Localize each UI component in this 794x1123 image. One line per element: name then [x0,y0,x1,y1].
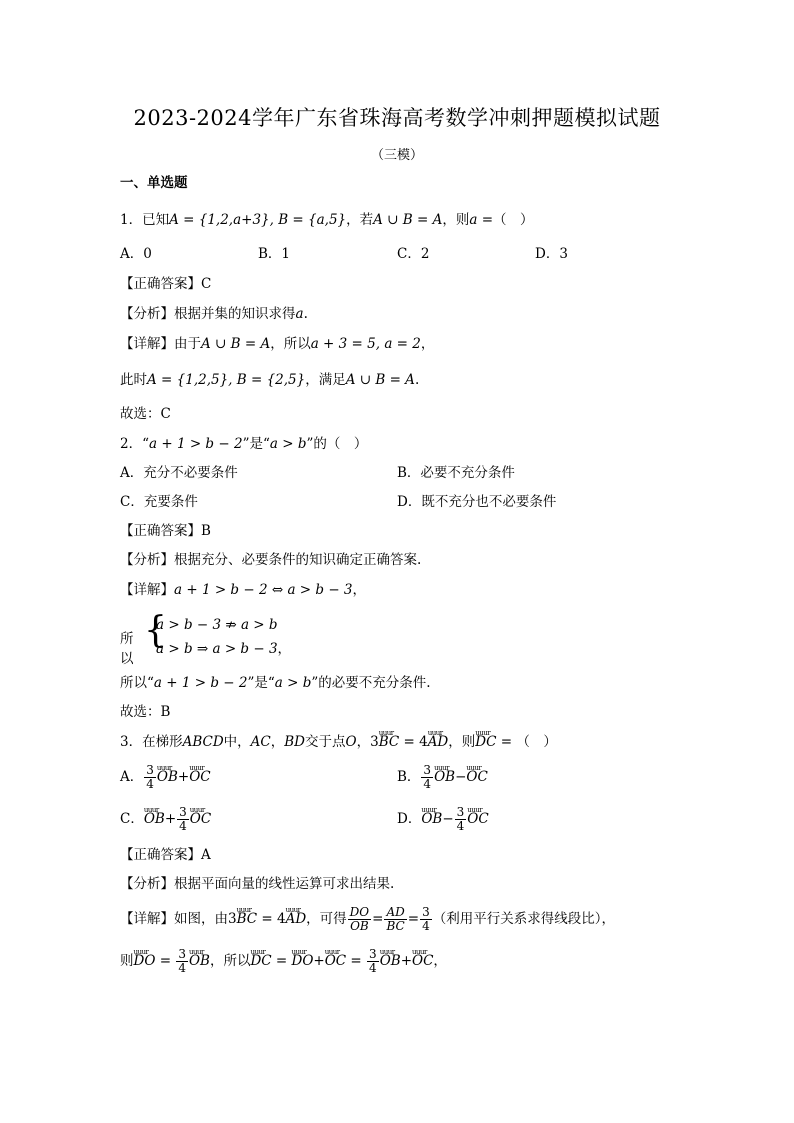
q1-detail: 【详解】由于A ∪ B = A，所以a + 3 = 5, a = 2， [120,336,435,352]
q3-stem: 3．在梯形ABCD中，AC，BD交于点O，3uuur BC = 4uuur AD，则uuur DC = （ ） [120,732,557,752]
q2-detail: 【详解】a + 1 > b − 2 ⇔ a > b − 3， [120,582,367,598]
page-subtitle: （三模） [370,148,423,163]
q1-stem: 1．已知A = {1,2,a+3}, B = {a,5}，若A ∪ B = A，则a =（ ） [120,212,534,228]
q2-option-c: C．充要条件 [120,494,198,510]
q3-detail-line2: 则uuur DO = $\frac{3}{4}$ uuur OB，所以uuur DC = uuur DO+uuur OC = $\frac{3}{4}$ uuur OB+uuur OC， [120,948,447,975]
q2-stem: 2．“a + 1 > b − 2”是“a > b”的（ ） [120,436,368,452]
q2-option-d: D．既不充分也不必要条件 [397,494,557,510]
q1-conclusion: 故选：C [120,406,171,422]
q2-option-b: B．必要不充分条件 [397,465,515,481]
q1-detail-line2: 此时A = {1,2,5}, B = {2,5}，满足A ∪ B = A. [120,372,420,388]
q1-answer: 【正确答案】C [120,276,212,292]
q2-analysis: 【分析】根据充分、必要条件的知识确定正确答案. [120,552,422,568]
q2-answer: 【正确答案】B [120,523,211,539]
q1-option-d: D．3 [535,246,568,262]
q3-answer: 【正确答案】A [120,847,211,863]
q3-option-b: B． $\frac{3}{4}$ uuur OB−uuur OC [397,764,488,791]
q3-option-a: A． $\frac{3}{4}$ uuur OB+uuur OC [120,764,211,791]
left-brace: { [144,610,167,651]
q1-option-a: A．0 [120,246,152,262]
page-title: 2023-2024学年广东省珠海高考数学冲刺押题模拟试题 [133,106,661,130]
q2-option-a: A．充分不必要条件 [120,465,238,481]
document-page: 2023-2024学年广东省珠海高考数学冲刺押题模拟试题 （三模） 一、单选题 1．已知A = {1,2,a+3}, B = {a,5}，若A ∪ B = A，则a =（ ） A．0 B．1 C．2 D．3 【正确答案】C 【分析】根据并集的知识求得a. 【详解】由于A ∪ B = A，所以a + 3 = 5, a = 2， 此时A = {1,2,5}, B = {2,5}，满足A ∪ B = A. 故选：C 2．“a + 1 > b − 2”是“a > b”的（ ） A．充分不必要条件 B．必要不充分条件 C．充要条件 D．既不充分也不必要条件 【正确答案】B 【分析】根据充分、必要条件的知识确定正确答案. 【详解】a + 1 > b − 2 ⇔ a > b − 3， 所以 { a > b − 3 ⇏ a > b a > b ⇒ a > b − 3， 所以“a + 1 > b − 2”是“a > b”的必要不充分条件. 故选：B 3．在梯形ABCD中，AC，BD交于点O，3uuur BC = 4uuur AD，则uuur DC = （ ） A． $\frac{3}{4}$ uuur OB+uuur OC B． $\frac{3}{4}$ uuur OB−uuur OC C．uuur OB+ $\frac{3}{4}$ uuur OC D．uuur OB− $\frac{3}{4}$ uuur OC 【正确答案】A 【分析】根据平面向量的线性运算可求出结果. 【详解】如图，由3uuur BC = 4uuur AD，可得 $\frac{DO}{OB}$ = $\frac{AD}{BC}$ = $\frac{3}{4}$ （利用平行关系求得线段比）， 则uuur DO = $\frac{3}{4}$ uuur OB，所以uuur DC = uuur DO+uuur OC = $\frac{3}{4}$ uuur OB+uuur OC， [0,0,794,1123]
q3-detail: 【详解】如图，由3uuur BC = 4uuur AD，可得 $\frac{DO}{OB}$ = $\frac{AD}{BC}$ = $\frac{3}{4}$ （利用平行关系求得线段比）， [120,906,615,933]
q3-analysis: 【分析】根据平面向量的线性运算可求出结果. [120,876,395,892]
q1-analysis: 【分析】根据并集的知识求得a. [120,306,308,322]
q2-conclusion-text: 所以“a + 1 > b − 2”是“a > b”的必要不充分条件. [120,675,431,691]
q1-option-c: C．2 [397,246,430,262]
q3-option-c: C．uuur OB+ $\frac{3}{4}$ uuur OC [120,806,211,833]
section-heading: 一、单选题 [120,175,188,191]
q3-option-d: D．uuur OB− $\frac{3}{4}$ uuur OC [397,806,489,833]
q1-option-b: B．1 [258,246,291,262]
q2-conclusion: 故选：B [120,704,171,720]
